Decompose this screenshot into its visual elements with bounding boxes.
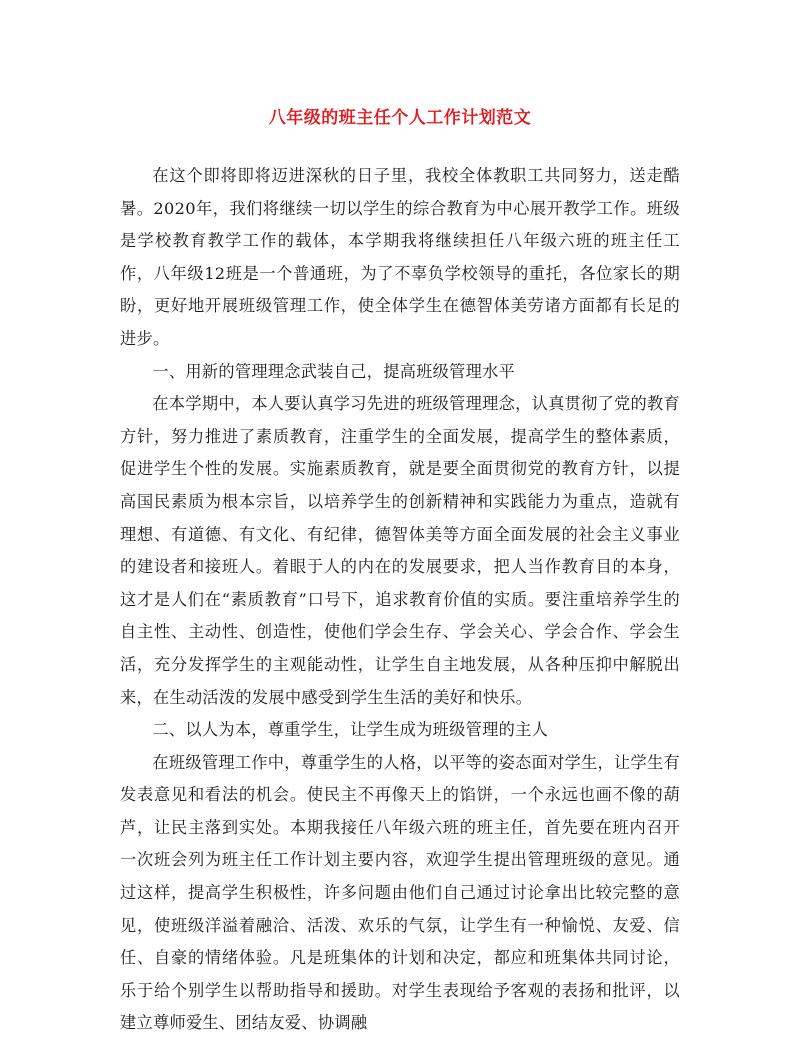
intro-paragraph: 在这个即将即将迈进深秋的日子里，我校全体教职工共同努力，送走酷暑。2020年，我们将继续一切以学生的综合教育为中心展开教学工作。班级是学校教育教学工作的载体，本学期我将继续担任八年级六班的班主任工作，八年级12班是一个普通班，为了不辜负学校领导的重托，各位家长的期盼，更好地开展班级管理工作，使全体学生在德智体美劳诸方面都有长足的进步。	[120, 166, 680, 348]
section-1-paragraph: 在本学期中，本人要认真学习先进的班级管理理念，认真贯彻了党的教育方针，努力推进了素质教育，注重学生的全面发展，提高学生的整体素质，促进学生个性的发展。实施素质教育，就是要全面贯彻党的教育方针，以提高国民素质为根本宗旨，以培养学生的创新精神和实践能力为重点，造就有理想、有道德、有文化、有纪律，德智体美等方面全面发展的社会主义事业的建设者和接班人。着眼于人的内在的发展要求，把人当作教育目的本身，这才是人们在“素质教育”口号下，追求教育价值的实质。要注重培养学生的自主性、主动性、创造性，使他们学会生存、学会关心、学会合作、学会生活，充分发挥学生的主观能动性，让学生自主地发展，从各种压抑中解脱出来，在生动活泼的发展中感受到学生生活的美好和快乐。	[120, 394, 680, 707]
document-title: 八年级的班主任个人工作计划范文	[268, 108, 532, 128]
section-heading-1: 一、用新的管理理念武装自己，提高班级管理水平	[152, 361, 516, 381]
section-2-paragraph: 在班级管理工作中，尊重学生的人格，以平等的姿态面对学生，让学生有发表意见和看法的机会。使民主不再像天上的馅饼，一个永远也画不像的葫芦，让民主落到实处。本期我接任八年级六班的班主任，首先要在班内召开一次班会列为班主任工作计划主要内容，欢迎学生提出管理班级的意见。通过这样，提高学生积极性，许多问题由他们自己通过讨论拿出比较完整的意见，使班级洋溢着融洽、活泼、欢乐的气氛，让学生有一种愉悦、友爱、信任、自豪的情绪体验。凡是班集体的计划和决定，都应和班集体共同讨论，乐于给个别学生以帮助指导和援助。对学生表现给予客观的表扬和批评，以建立尊师爱生、团结友爱、协调融	[120, 752, 680, 1033]
document-body	[120, 160, 680, 1040]
section-heading-2: 二、以人为本，尊重学生，让学生成为班级管理的主人	[152, 720, 549, 740]
